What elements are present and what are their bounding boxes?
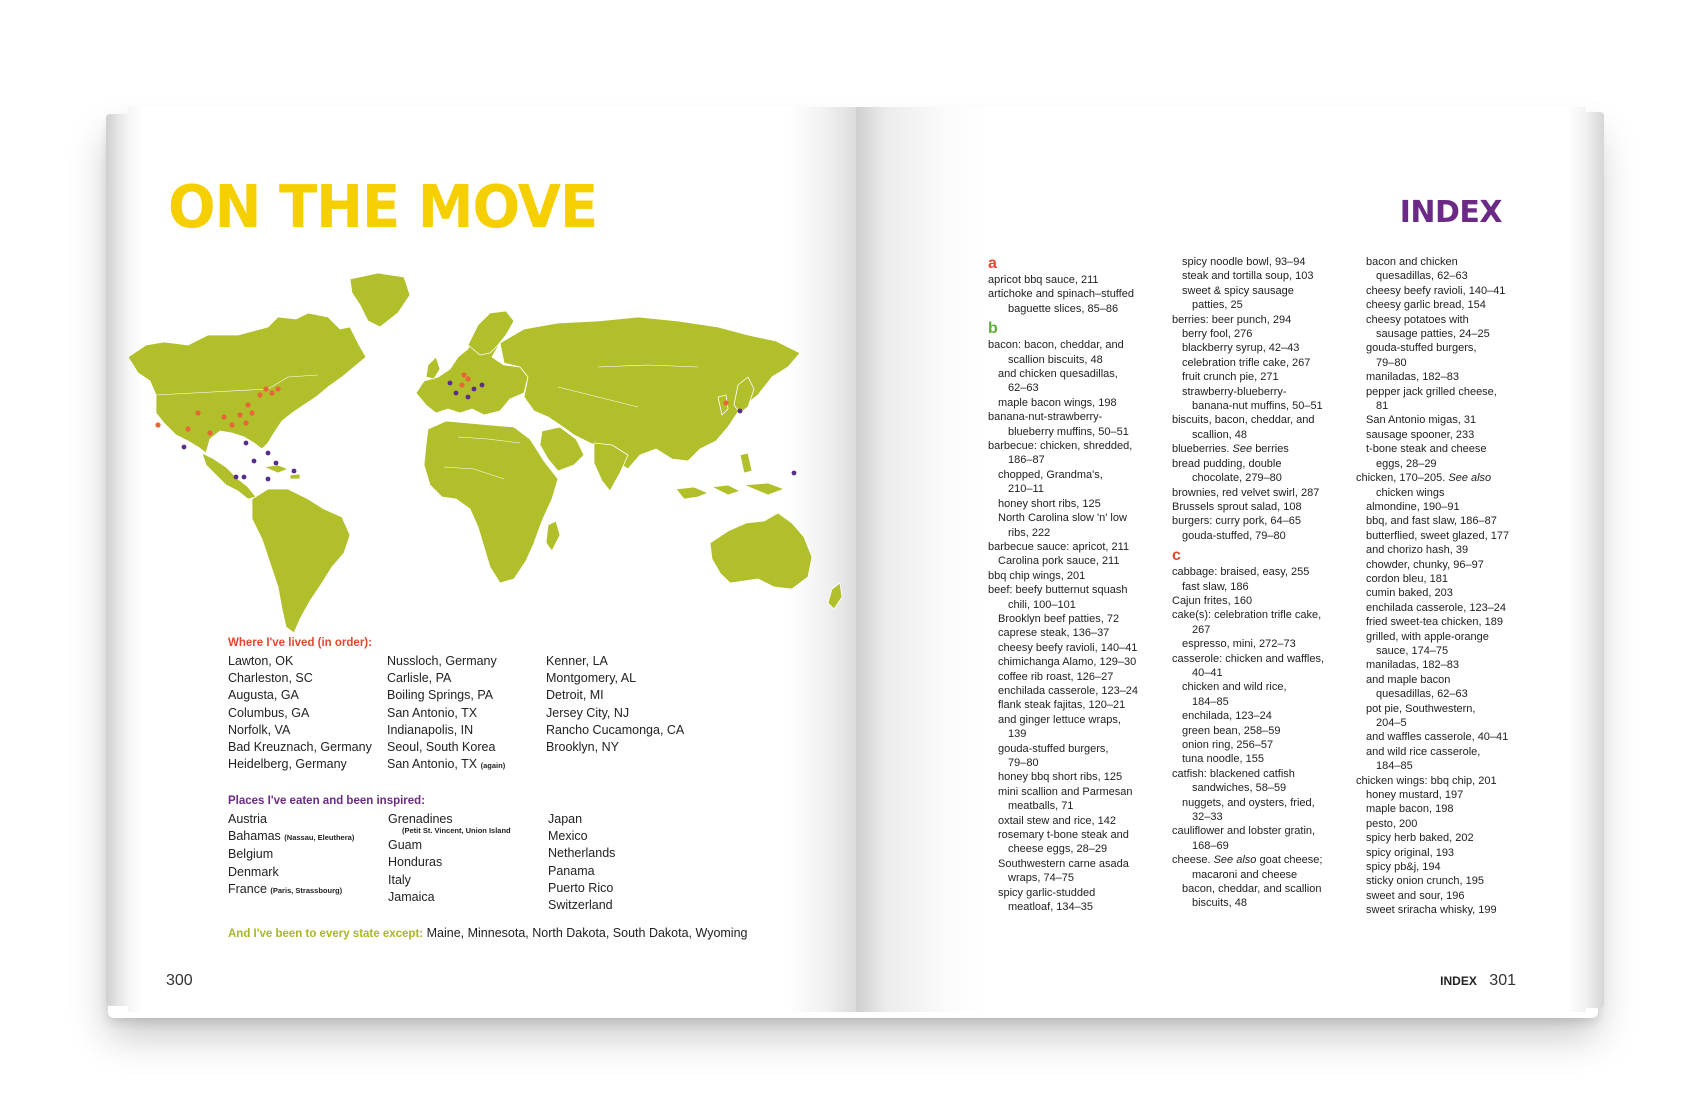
index-entry: 81 [1376, 400, 1389, 413]
index-entry: rosemary t-bone steak and [998, 829, 1129, 842]
index-entry: biscuits, bacon, cheddar, and [1172, 414, 1315, 427]
see-target: berries [1255, 443, 1289, 456]
index-entry: pesto, 200 [1366, 817, 1418, 830]
list-item: Bahamas (Nassau, Eleuthera) [228, 829, 355, 844]
index-entry: fried sweet-tea chicken, 189 [1366, 616, 1503, 629]
places-column-1 [228, 811, 354, 899]
index-entry: Brooklyn beef patties, 72 [998, 612, 1120, 625]
index-entry: enchilada, 123–24 [1182, 710, 1272, 723]
places-heading: Places I've eaten and been inspired: [228, 795, 426, 807]
index-letter-a: a [988, 255, 997, 272]
index-entry: berries: beer punch, 294 [1172, 313, 1292, 326]
index-entry: chili, 100–101 [1008, 598, 1076, 611]
list-item: Austria [228, 812, 267, 826]
index-entry: 32–33 [1192, 811, 1223, 824]
places-column-2 [388, 811, 511, 906]
list-item: Kenner, LA [546, 654, 608, 668]
index-entry: scallion biscuits, 48 [1008, 353, 1103, 366]
see-target: goat cheese; [1259, 854, 1323, 867]
index-entry: steak and tortilla soup, 103 [1182, 270, 1314, 283]
north-america-shape [128, 313, 366, 453]
index-term: chicken, 170–205. [1356, 472, 1446, 485]
list-item: Boiling Springs, PA [387, 688, 494, 703]
index-entry: pot pie, Southwestern, [1366, 702, 1476, 715]
list-item: Switzerland [548, 898, 613, 913]
index-entry: almondine, 190–91 [1366, 500, 1460, 513]
index-entry: meatloaf, 134–35 [1008, 901, 1094, 914]
index-entry: cabbage: braised, easy, 255 [1172, 566, 1310, 579]
index-entry: spicy pb&j, 194 [1366, 861, 1441, 874]
index-entry: bread pudding, double [1172, 457, 1282, 470]
index-entry: 62–63 [1008, 382, 1039, 395]
left-page [128, 107, 856, 1012]
states-value: Maine, Minnesota, North Dakota, South Dakota, Wyoming [426, 926, 748, 940]
list-item: Seoul, South Korea [387, 740, 496, 755]
list-item: Rancho Cucamonga, CA [546, 722, 685, 737]
index-entry: honey short ribs, 125 [998, 497, 1101, 510]
page-number-right: 301 [1489, 972, 1516, 989]
index-term: cheese. [1172, 854, 1211, 867]
index-entry: bacon, cheddar, and scallion [1182, 883, 1322, 896]
index-entry: cheese eggs, 28–29 [1008, 843, 1108, 856]
index-entry: and maple bacon [1366, 673, 1451, 686]
index-entry: chocolate, 279–80 [1192, 472, 1282, 485]
index-entry: spicy garlic-studded [998, 886, 1096, 899]
list-item: Panama [548, 863, 595, 878]
index-entry: 79–80 [1376, 356, 1407, 369]
lived-column-1 [228, 653, 372, 773]
index-entry: North Carolina slow 'n' low [998, 512, 1127, 525]
greenland-shape [350, 273, 410, 327]
index-entry [1172, 853, 1352, 867]
index-entry: cheesy beefy ravioli, 140–41 [1366, 284, 1506, 297]
index-column-1 [988, 255, 1168, 914]
list-item: Heidelberg, Germany [228, 757, 347, 772]
index-entry: gouda-stuffed, 79–80 [1182, 529, 1286, 542]
index-entry: fast slaw, 186 [1182, 580, 1249, 593]
index-entry: gouda-stuffed burgers, [998, 742, 1109, 755]
index-entry: chicken and wild rice, [1182, 681, 1287, 694]
list-item: Netherlands [548, 846, 616, 861]
index-letter-b: b [988, 320, 998, 338]
madagascar-shape [546, 521, 560, 551]
africa-shape [424, 421, 558, 583]
index-entry: scallion, 48 [1192, 428, 1248, 441]
list-item: San Antonio, TX (again) [387, 757, 506, 772]
list-item: Indianapolis, IN [387, 722, 474, 737]
list-item: Bad Kreuznach, Germany [228, 740, 372, 755]
index-entry: San Antonio migas, 31 [1366, 414, 1477, 427]
index-entry: spicy original, 193 [1366, 846, 1455, 859]
index-entry: 79–80 [1008, 757, 1039, 769]
index-entry: cordon bleu, 181 [1366, 572, 1448, 585]
index-entry: quesadillas, 62–63 [1376, 688, 1468, 701]
index-entry: sauce, 174–75 [1376, 644, 1449, 657]
page-title: ON THE MOVE [168, 173, 598, 242]
index-entry: brownies, red velvet swirl, 287 [1172, 486, 1320, 499]
index-entry: eggs, 28–29 [1376, 457, 1437, 470]
index-entry: cake(s): celebration trifle cake, [1172, 609, 1322, 622]
index-entry: patties, 25 [1192, 299, 1243, 312]
index-column-2 [1172, 255, 1352, 911]
index-entry: Brussels sprout salad, 108 [1172, 500, 1302, 513]
list-item: San Antonio, TX [387, 705, 478, 720]
list-item: Italy [388, 872, 411, 887]
index-entry: 186–87 [1008, 454, 1045, 467]
index-entry: sticky onion crunch, 195 [1366, 875, 1485, 888]
index-entry: t-bone steak and cheese [1366, 443, 1487, 456]
list-item: Montgomery, AL [546, 671, 637, 686]
uk-shape [426, 357, 440, 379]
states-line [228, 926, 747, 940]
index-entry: maniladas, 182–83 [1366, 371, 1459, 384]
index-entry: berry fool, 276 [1182, 328, 1253, 341]
world-map [128, 217, 856, 637]
index-entry: grilled, with apple-orange [1366, 630, 1489, 643]
list-item: Detroit, MI [546, 688, 604, 703]
index-entry: burgers: curry pork, 64–65 [1172, 515, 1302, 528]
index-entry: chimichanga Alamo, 129–30 [998, 656, 1137, 669]
index-entry: and waffles casserole, 40–41 [1366, 731, 1509, 744]
list-item: Brooklyn, NY [546, 740, 619, 755]
index-entry: cumin baked, 203 [1366, 587, 1453, 600]
list-item: Honduras [388, 855, 443, 870]
index-entry: celebration trifle cake, 267 [1182, 356, 1311, 369]
index-entry: baguette slices, 85–86 [1008, 302, 1119, 315]
index-entry: Carolina pork sauce, 211 [998, 555, 1120, 568]
index-entry: maple bacon, 198 [1366, 803, 1454, 816]
index-entry: maple bacon wings, 198 [998, 396, 1117, 409]
index-entry: wraps, 74–75 [1008, 872, 1075, 885]
index-entry: enchilada casserole, 123–24 [998, 684, 1139, 697]
index-entry: honey bbq short ribs, 125 [998, 771, 1123, 784]
index-entry: sausage spooner, 233 [1366, 428, 1475, 441]
index-entry [1172, 442, 1352, 456]
index-entry: beef: beefy butternut squash [988, 584, 1128, 597]
index-column-3 [1356, 255, 1536, 918]
index-entry: Cajun frites, 160 [1172, 594, 1253, 607]
states-label: And I've been to every state except: [228, 928, 424, 940]
list-item: Columbus, GA [228, 705, 310, 720]
index-entry: banana-nut-strawberry- [988, 411, 1103, 424]
list-item: Mexico [548, 829, 588, 844]
list-item: Charleston, SC [228, 671, 313, 686]
index-entry: cheesy garlic bread, 154 [1366, 299, 1486, 312]
list-item: Nussloch, Germany [387, 654, 497, 668]
index-entry: spicy herb baked, 202 [1366, 832, 1474, 845]
index-entry: honey mustard, 197 [1366, 789, 1464, 802]
list-item: Jersey City, NJ [546, 705, 630, 720]
index-entry: nuggets, and oysters, fried, [1182, 796, 1315, 809]
index-title: INDEX [1399, 195, 1502, 230]
central-america-shape [202, 453, 256, 499]
index-entry: bacon: bacon, cheddar, and [988, 339, 1124, 352]
index-entry: flank steak fajitas, 120–21 [998, 699, 1126, 712]
index-entry: 168–69 [1192, 839, 1229, 852]
index-entry: meatballs, 71 [1008, 800, 1074, 813]
australia-shape [710, 513, 812, 589]
index-entry: sausage patties, 24–25 [1376, 328, 1490, 341]
lived-column-2 [387, 653, 505, 774]
index-entry: pepper jack grilled cheese, [1366, 385, 1497, 398]
index-entry: bacon and chicken [1366, 256, 1458, 268]
list-item: France (Paris, Strassbourg) [228, 881, 343, 896]
index-entry: casserole: chicken and waffles, [1172, 652, 1325, 665]
index-entry: Southwestern carne asada [998, 857, 1129, 870]
page-footer-right [1440, 972, 1516, 990]
index-entry: cauliflower and lobster gratin, [1172, 825, 1316, 838]
south-america-shape [252, 489, 350, 633]
index-entry: quesadillas, 62–63 [1376, 270, 1468, 283]
list-item-note: (Petit St. Vincent, Union Island [402, 826, 511, 836]
index-entry: 184–85 [1192, 695, 1229, 708]
list-item: Lawton, OK [228, 654, 294, 668]
index-entry: green bean, 258–59 [1182, 724, 1281, 737]
index-entry: ribs, 222 [1008, 526, 1051, 539]
index-entry: 139 [1008, 728, 1027, 741]
see-reference: See also [1213, 854, 1257, 867]
index-entry: 40–41 [1192, 666, 1223, 679]
lived-heading: Where I've lived (in order): [228, 637, 372, 649]
index-entry: and chicken quesadillas, [998, 368, 1118, 381]
index-entry: and wild rice casserole, [1366, 745, 1481, 758]
index-entry: artichoke and spinach–stuffed [988, 288, 1134, 301]
index-entry: fruit crunch pie, 271 [1182, 371, 1279, 384]
indonesia-shape [676, 453, 784, 499]
index-entry: blackberry syrup, 42–43 [1182, 342, 1300, 355]
index-letter-c: c [1172, 547, 1181, 565]
index-entry: blueberry muffins, 50–51 [1008, 425, 1129, 438]
index-entry: cheesy potatoes with [1366, 313, 1469, 326]
index-entry: banana-nut muffins, 50–51 [1192, 400, 1323, 413]
index-entry: and ginger lettuce wraps, [998, 713, 1121, 726]
index-entry: tuna noodle, 155 [1182, 753, 1264, 766]
list-item: Denmark [228, 864, 279, 879]
index-entry: and chorizo hash, 39 [1366, 544, 1469, 557]
index-entry: chopped, Grandma's, [998, 468, 1103, 481]
index-entry: chicken wings [1376, 486, 1445, 499]
new-zealand-shape [828, 583, 842, 609]
see-reference: See [1232, 443, 1253, 456]
index-entry: 204–5 [1376, 717, 1407, 729]
index-entry: spicy noodle bowl, 93–94 [1182, 256, 1306, 268]
index-entry: maniladas, 182–83 [1366, 659, 1459, 672]
page-number-left: 300 [166, 972, 193, 989]
index-entry: sandwiches, 58–59 [1192, 782, 1287, 795]
list-item: Carlisle, PA [387, 671, 452, 686]
index-entry: 210–11 [1008, 483, 1044, 496]
index-entry: biscuits, 48 [1192, 897, 1248, 910]
index-entry: barbecue sauce: apricot, 211 [988, 540, 1130, 553]
index-entry: strawberry-blueberry- [1182, 385, 1287, 398]
see-reference: See also [1448, 472, 1492, 485]
index-entry: bbq chip wings, 201 [988, 569, 1086, 582]
book-edge-right [1584, 112, 1604, 1008]
index-entry: chowder, chunky, 96–97 [1366, 558, 1484, 571]
index-entry: butterflied, sweet glazed, 177 [1366, 529, 1510, 542]
places-column-3 [548, 811, 615, 914]
index-entry: coffee rib roast, 126–27 [998, 670, 1114, 683]
index-entry: barbecue: chicken, shredded, [988, 440, 1133, 453]
index-entry: gouda-stuffed burgers, [1366, 342, 1477, 355]
index-entry: 184–85 [1376, 760, 1413, 773]
index-entry: macaroni and cheese [1192, 868, 1298, 881]
list-item: Augusta, GA [228, 688, 299, 703]
list-item: Grenadines [388, 812, 453, 826]
lived-column-3 [546, 653, 684, 756]
index-entry [1356, 471, 1536, 485]
index-entry: sweet & spicy sausage [1182, 284, 1294, 297]
list-item: Japan [548, 812, 583, 826]
index-entry: oxtail stew and rice, 142 [998, 814, 1117, 827]
list-item: Norfolk, VA [228, 722, 291, 737]
index-entry: cheesy beefy ravioli, 140–41 [998, 641, 1138, 654]
index-entry: catfish: blackened catfish [1172, 767, 1295, 780]
index-entry: enchilada casserole, 123–24 [1366, 601, 1507, 614]
index-entry: sweet and sour, 196 [1366, 889, 1465, 902]
index-entry: apricot bbq sauce, 211 [988, 274, 1099, 286]
index-entry: mini scallion and Parmesan [998, 785, 1133, 798]
footer-label: INDEX [1440, 974, 1477, 988]
index-entry: espresso, mini, 272–73 [1182, 638, 1296, 651]
list-item: Belgium [228, 847, 274, 862]
list-item: Puerto Rico [548, 880, 614, 895]
index-entry: bbq, and fast slaw, 186–87 [1366, 515, 1497, 528]
index-entry: chicken wings: bbq chip, 201 [1356, 774, 1497, 787]
right-page [856, 107, 1586, 1012]
index-entry: onion ring, 256–57 [1182, 739, 1274, 751]
list-item: Guam [388, 838, 423, 853]
book-edge-left [106, 114, 130, 1006]
index-term: blueberries. [1172, 443, 1230, 456]
index-entry: caprese steak, 136–37 [998, 627, 1110, 640]
list-item: Jamaica [388, 889, 435, 904]
index-entry: 267 [1192, 623, 1211, 636]
index-entry: sweet sriracha whisky, 199 [1366, 904, 1497, 917]
